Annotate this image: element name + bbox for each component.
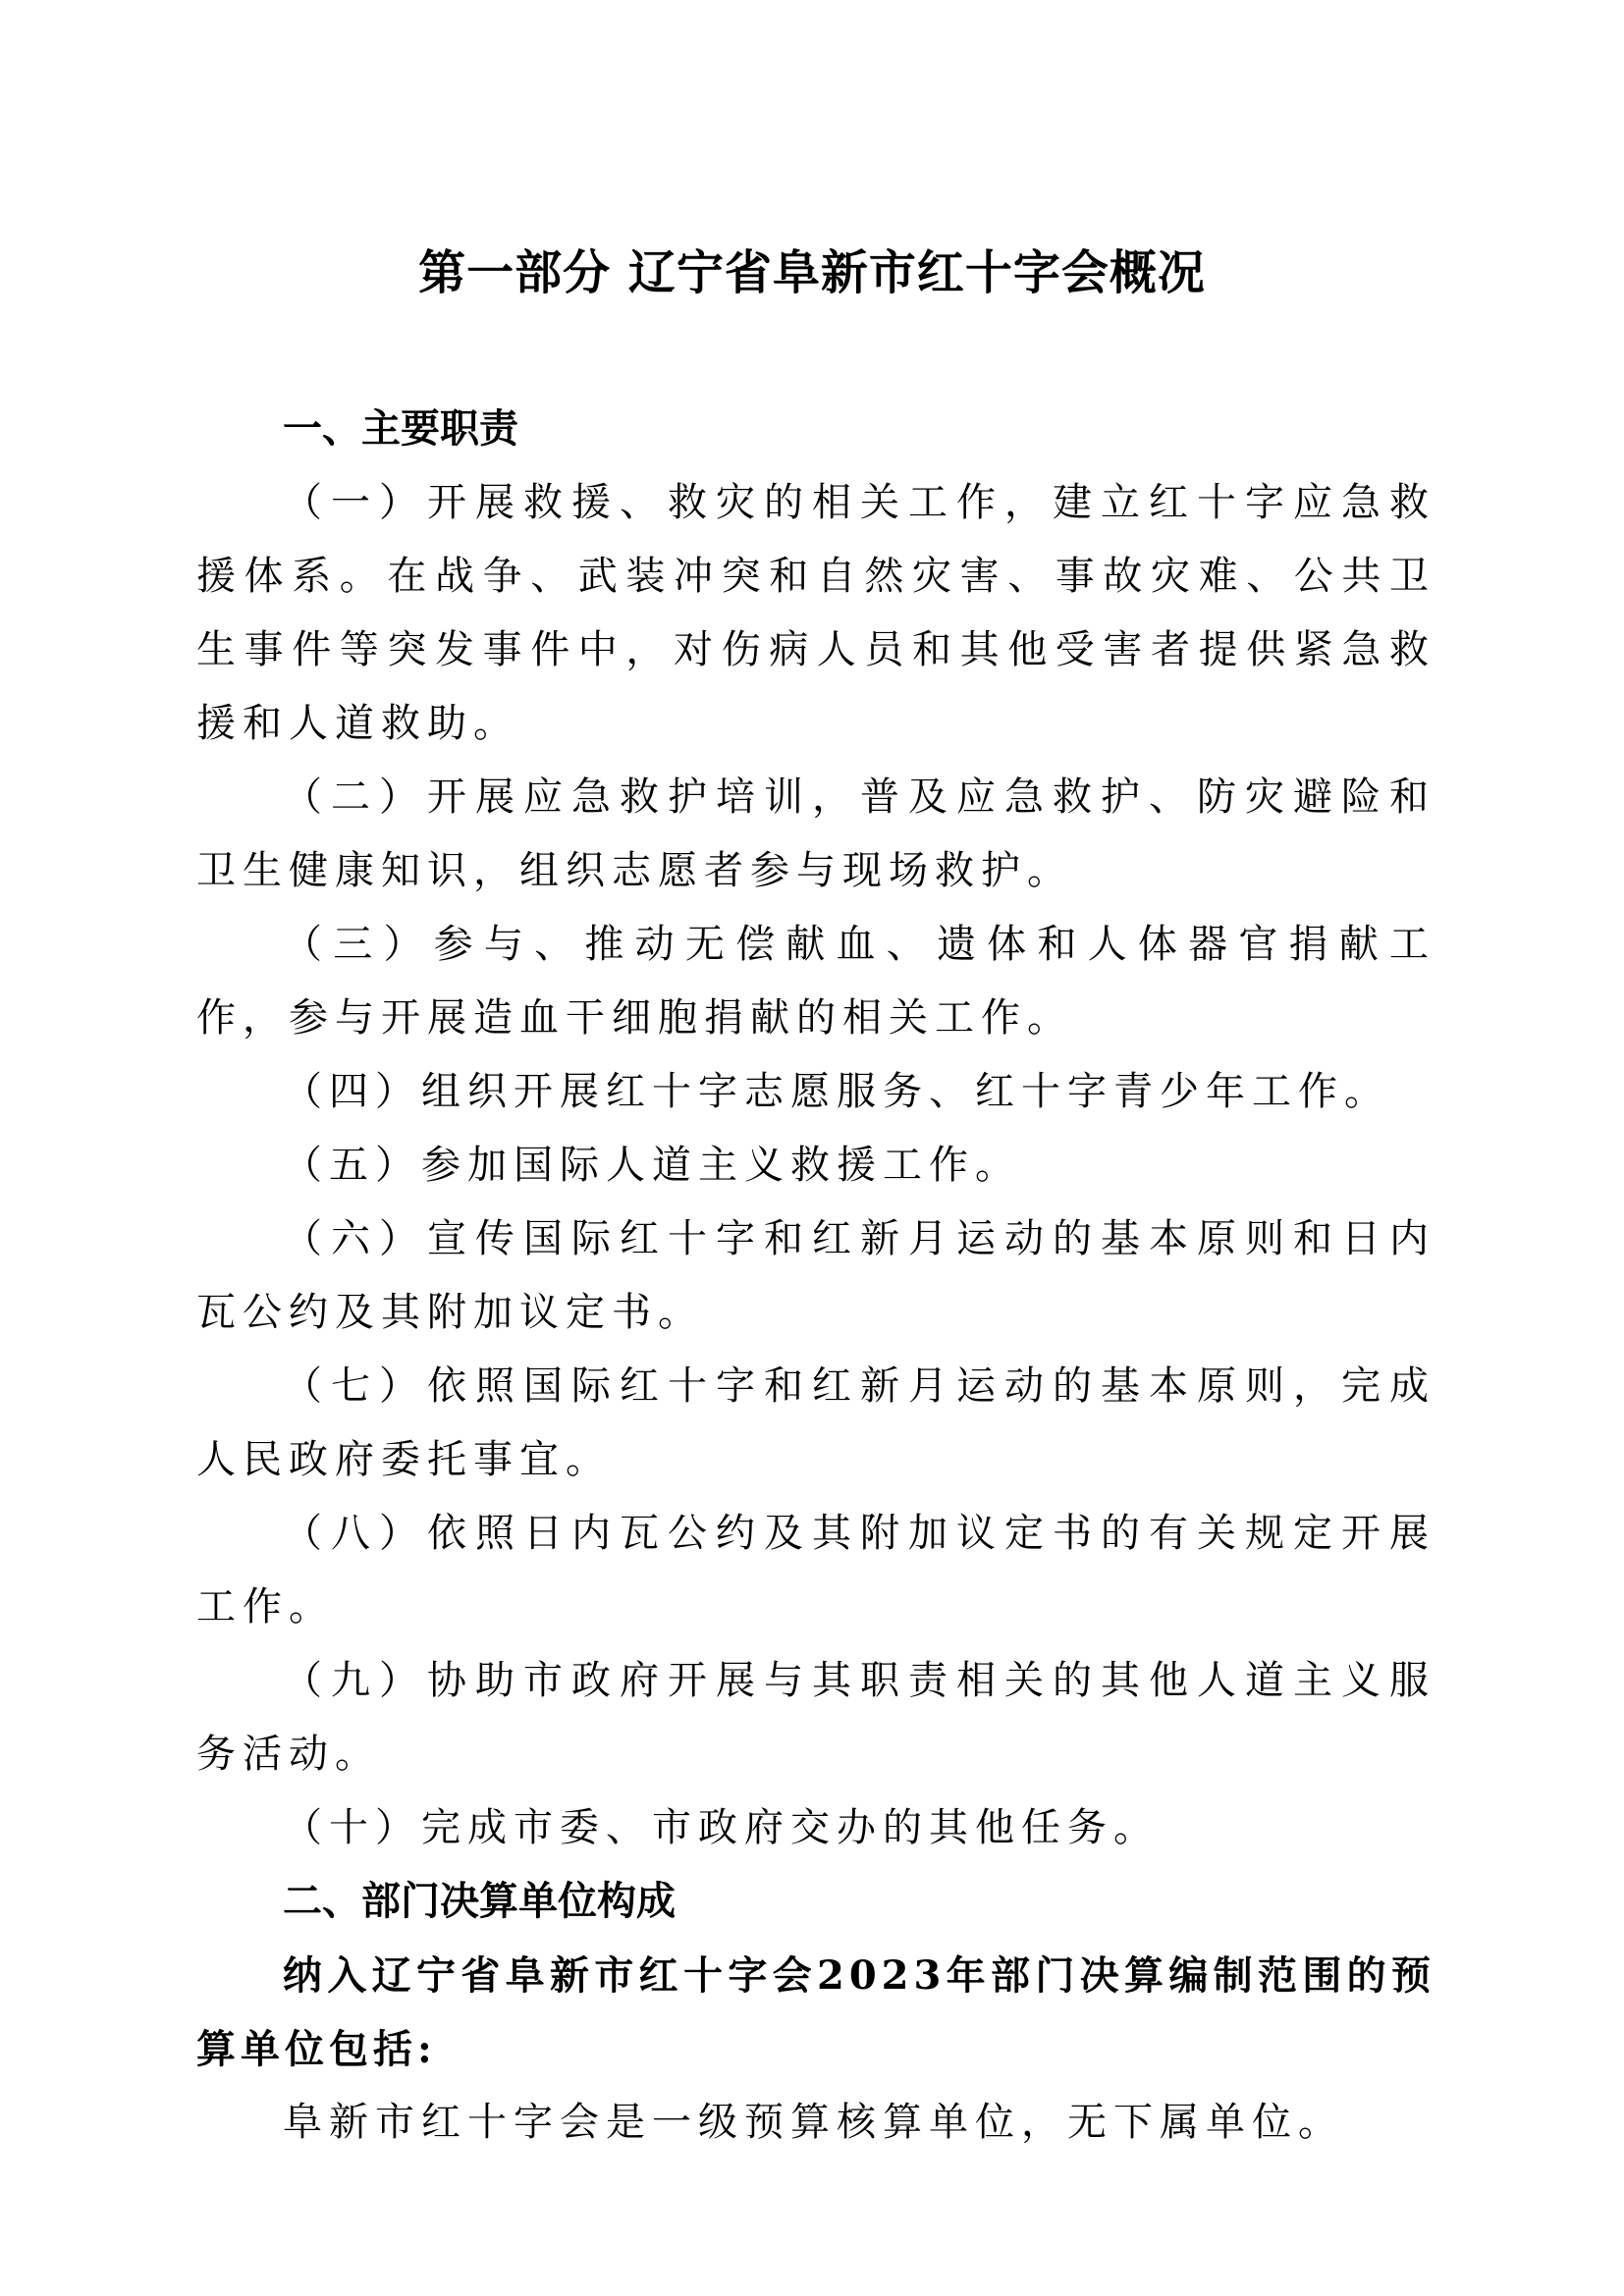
duty-item: （五）参加国际人道主义救援工作。 — [283, 1143, 1021, 1188]
duty-item: （二）开展应急救护培训，普及应急救护、防灾避险和卫生健康知识，组织志愿者参与现场救护。 — [196, 774, 1435, 893]
duty-item: （八）依照日内瓦公约及其附加议定书的有关规定开展工作。 — [196, 1511, 1435, 1629]
duty-item: （六）宣传国际红十字和红新月运动的基本原则和日内瓦公约及其附加议定书。 — [196, 1216, 1435, 1335]
duty-item: （三）参与、推动无偿献血、遗体和人体器官捐献工作，参与开展造血干细胞捐献的相关工作。 — [196, 922, 1435, 1041]
duty-item: （七）依照国际红十字和红新月运动的基本原则，完成人民政府委托事宜。 — [196, 1363, 1435, 1482]
page-title: 第一部分 辽宁省阜新市红十字会概况 — [418, 245, 1206, 300]
duty-item: （十）完成市委、市政府交办的其他任务。 — [283, 1805, 1160, 1850]
units-text: 阜新市红十字会是一级预算核算单位，无下属单位。 — [283, 2100, 1344, 2145]
section-heading-duties: 一、主要职责 — [283, 406, 518, 452]
section-heading-units: 二、部门决算单位构成 — [283, 1879, 676, 1924]
duty-item: （四）组织开展红十字志愿服务、红十字青少年工作。 — [283, 1069, 1390, 1114]
duty-item: （九）协助市政府开展与其职责相关的其他人道主义服务活动。 — [196, 1658, 1435, 1777]
document-body — [196, 393, 1435, 2160]
duty-item: （一）开展救援、救灾的相关工作，建立红十字应急救援体系。在战争、武装冲突和自然灾害、事故灾难、公共卫生事件等突发事件中，对伤病人员和其他受害者提供紧急救援和人道救助。 — [196, 480, 1435, 746]
units-intro: 纳入辽宁省阜新市红十字会2023年部门决算编制范围的预算单位包括: — [196, 1952, 1435, 2072]
